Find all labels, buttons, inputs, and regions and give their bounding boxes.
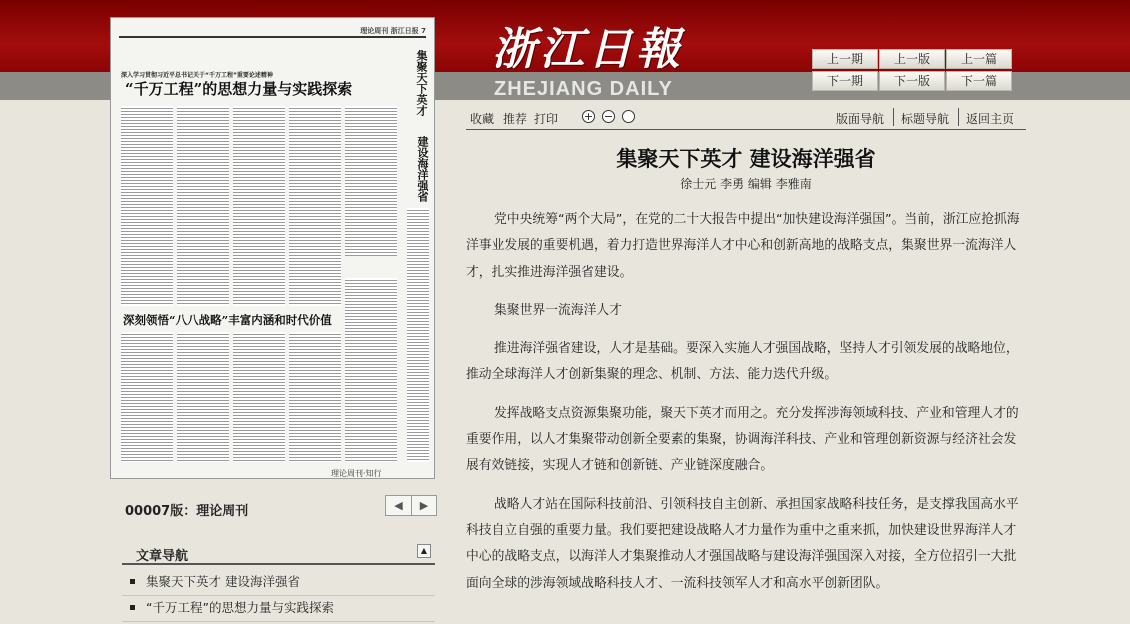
article-paragraph: 推进海洋强省建设，人才是基础。要深入实施人才强国战略，坚持人才引领发展的战略地位，推动全球海洋人才创新集聚的理念、机制、方法、能力迭代升级。 xyxy=(466,341,1019,383)
next-issue-button[interactable]: 下一期 xyxy=(812,71,878,91)
page-nav-link[interactable]: 版面导航 xyxy=(836,112,885,126)
thumbnail-column xyxy=(233,106,285,306)
thumbnail-headline-2[interactable]: 深刻领悟“八八战略”丰富内涵和时代价值 xyxy=(123,313,332,327)
bullet-icon xyxy=(130,605,135,610)
page-arrows xyxy=(385,495,437,516)
issue-navigation xyxy=(812,49,1012,91)
collapse-icon[interactable]: ▲ xyxy=(417,544,431,558)
article-paragraph: 发挥战略支点资源集聚功能，聚天下英才而用之。充分发挥涉海领域科技、产业和管理人才的重要作用，以人才集聚带动创新全要素的集聚，协调海洋科技、产业和管理创新资源与经济社会发展有效链接，实现人才链和创新链、产业链深度融合。 xyxy=(466,405,1019,474)
article-body xyxy=(466,207,1028,609)
thumbnail-vertical-title-1[interactable]: 集聚天下英才 xyxy=(415,50,428,116)
thumbnail-masthead xyxy=(119,24,426,38)
thumbnail-column xyxy=(177,332,229,462)
thumbnail-column xyxy=(407,208,429,462)
thumbnail-column xyxy=(345,278,397,462)
article-toolbar xyxy=(466,104,1026,130)
thumbnail-vertical-title-2[interactable]: 建设海洋强省 xyxy=(416,136,429,202)
home-link[interactable]: 返回主页 xyxy=(966,112,1015,126)
next-page-arrow-icon[interactable]: ▶ xyxy=(411,496,436,515)
zhejiang-daily-logo[interactable] xyxy=(492,22,692,102)
article-nav-list xyxy=(122,570,435,622)
thumbnail-masthead-text: 理论周刊 浙江日报 7 xyxy=(360,27,426,35)
article-nav-item-label: “千万工程”的思想力量与实践探索 xyxy=(146,600,334,615)
recommend-button[interactable]: 推荐 xyxy=(503,112,528,126)
article-nav-item[interactable] xyxy=(122,570,435,596)
title-nav-link[interactable]: 标题导航 xyxy=(901,112,950,126)
article-paragraph: 战略人才站在国际科技前沿、引领科技自主创新、承担国家战略科技任务，是支撑我国高水平科技自立自强的重要力量。我们要把建设战略人才力量作为重中之重来抓，加快建设世界海洋人才中心的战略支点，以海洋人才集聚推动人才强国战略与建设海洋强国深入对接，全方位招引一大批面向全球的涉海领域战略科技人才、一流科技领军人才和高水平创新团队。 xyxy=(466,496,1019,591)
toolbar-divider xyxy=(893,108,894,126)
article-nav-item-label: 集聚天下英才 建设海洋强省 xyxy=(146,574,300,589)
bullet-icon xyxy=(130,579,135,584)
thumbnail-column xyxy=(121,106,173,306)
thumbnail-column xyxy=(177,106,229,306)
thumbnail-footer: 理论周刊·知行 xyxy=(331,469,382,478)
logo-chinese: 浙江日報 xyxy=(492,24,684,75)
prev-page-arrow-icon[interactable]: ◀ xyxy=(394,499,403,512)
prev-page-button[interactable]: 上一版 xyxy=(879,49,945,69)
article-nav-item[interactable] xyxy=(122,596,435,622)
logo-english: ZHEJIANG DAILY xyxy=(494,78,673,100)
thumbnail-column xyxy=(121,332,173,462)
article-paragraph: 党中央统筹“两个大局”，在党的二十大报告中提出“加快建设海洋强国”。当前，浙江应抢抓海洋事业发展的重要机遇，着力打造世界海洋人才中心和创新高地的战略支点，集聚世界一流海洋人才，扎实推进海洋强省建设。 xyxy=(466,212,1020,280)
toolbar-divider xyxy=(958,108,959,126)
article-title: 集聚天下英才 建设海洋强省 xyxy=(616,147,876,171)
zoom-reset-icon[interactable] xyxy=(622,110,635,123)
thumbnail-column xyxy=(233,332,285,462)
thumbnail-headline-1[interactable]: “千万工程”的思想力量与实践探索 xyxy=(125,80,353,98)
page-label: 00007版：理论周刊 xyxy=(125,504,249,519)
collect-button[interactable]: 收藏 xyxy=(470,112,495,126)
next-page-button[interactable]: 下一版 xyxy=(879,71,945,91)
article-authors: 徐士元 李勇 编辑 李雅南 xyxy=(680,177,812,191)
thumbnail-kicker: 深入学习贯彻习近平总书记关于“千万工程”重要论述精神 xyxy=(121,72,273,79)
article-nav-header xyxy=(122,537,435,565)
article-subheading: 集聚世界一流海洋人才 xyxy=(494,302,622,318)
newspaper-page-thumbnail[interactable] xyxy=(110,17,435,479)
prev-issue-button[interactable]: 上一期 xyxy=(812,49,878,69)
thumbnail-column xyxy=(345,106,397,256)
thumbnail-column xyxy=(289,106,341,306)
prev-article-button[interactable]: 上一篇 xyxy=(946,49,1012,69)
thumbnail-column xyxy=(289,332,341,462)
print-button[interactable]: 打印 xyxy=(534,112,559,126)
zoom-in-icon[interactable]: + xyxy=(583,110,594,123)
next-article-button[interactable]: 下一篇 xyxy=(946,71,1012,91)
article-nav-title: 文章导航 xyxy=(136,549,189,564)
zoom-out-icon[interactable]: − xyxy=(603,110,614,123)
